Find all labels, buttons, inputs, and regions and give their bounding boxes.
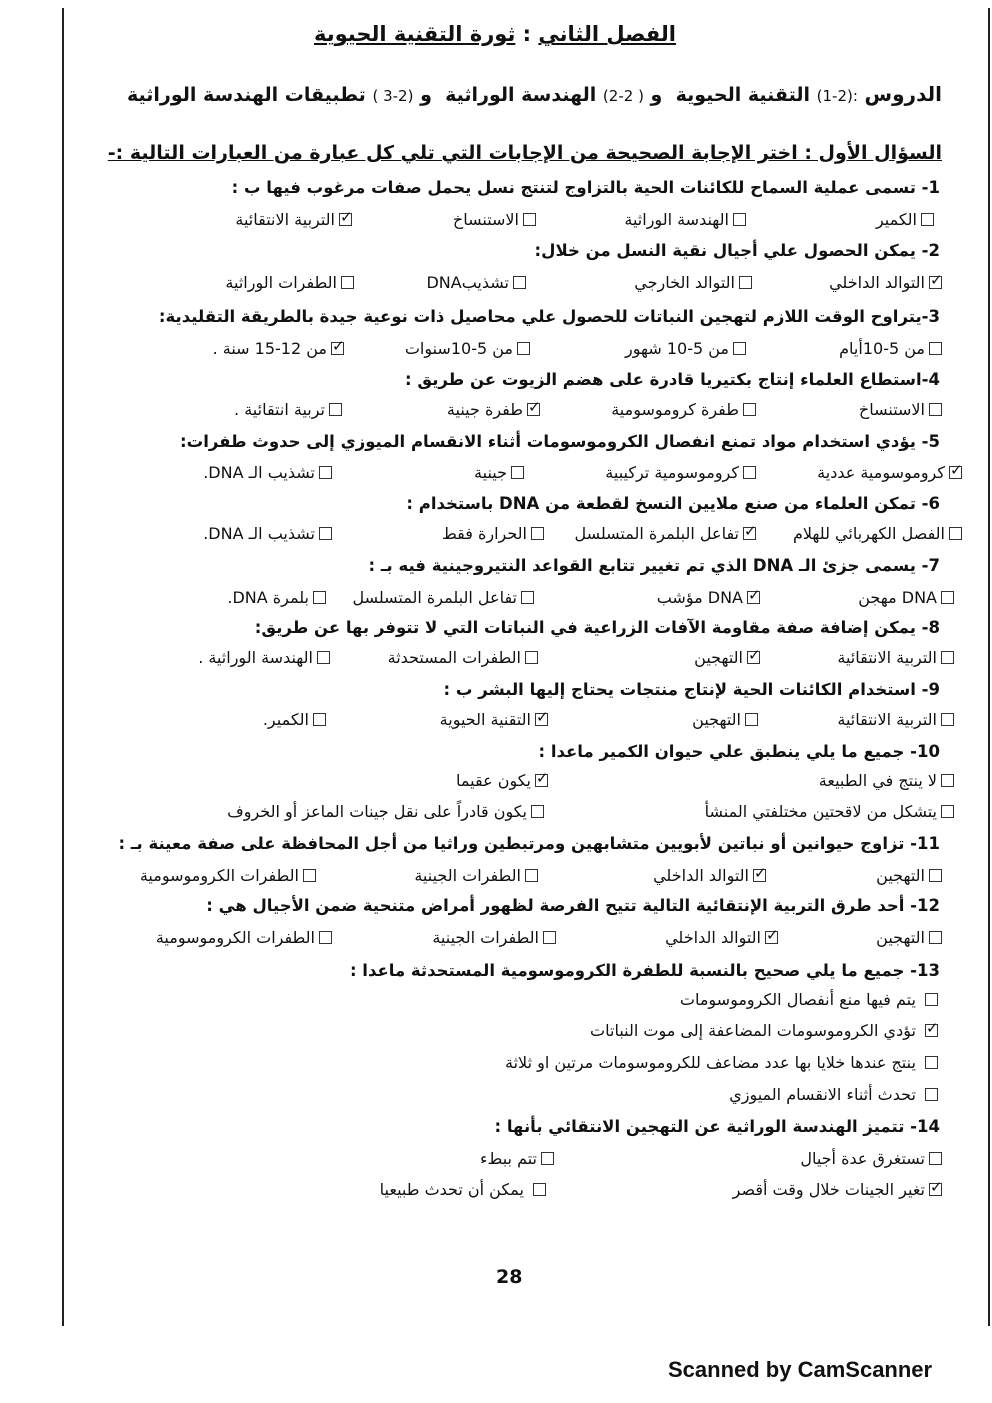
answer-option[interactable]: ✓يكون عقيما: [456, 771, 548, 790]
checkbox[interactable]: [317, 651, 330, 664]
checkbox[interactable]: [535, 713, 548, 726]
checkbox[interactable]: [941, 651, 954, 664]
answer-option[interactable]: الكمير.: [263, 710, 326, 729]
checkbox[interactable]: [929, 342, 942, 355]
question-stem: 12- أحد طرق التربية الإنتقائية التالية تتيح الفرصة لظهور أمراض متنحية ضمن الأجيال هي :: [206, 896, 940, 915]
question-stem: 11- تزاوج حيوانين أو نباتين لأبويين متشابهين ومرتبطين وراثيا من أجل المحافظة على صفة معينة بـ :: [118, 834, 940, 853]
checkbox[interactable]: [535, 774, 548, 787]
checkbox[interactable]: [313, 591, 326, 604]
checkbox[interactable]: [543, 931, 556, 944]
checkbox[interactable]: [531, 805, 544, 818]
answer-option[interactable]: ✓تفاعل البلمرة المتسلسل: [574, 524, 756, 543]
checkbox[interactable]: [747, 591, 760, 604]
checkbox[interactable]: [743, 466, 756, 479]
answer-option[interactable]: تربية انتقائية .: [234, 400, 342, 419]
checkbox[interactable]: [531, 527, 544, 540]
answer-option[interactable]: تشذيبDNA: [426, 273, 526, 292]
checkbox[interactable]: [925, 1088, 938, 1101]
checkbox[interactable]: [921, 213, 934, 226]
checkbox[interactable]: [527, 403, 540, 416]
answer-option[interactable]: ✓ تؤدي الكروموسومات المضاعفة إلى موت النباتات: [590, 1021, 938, 1040]
checkbox[interactable]: [533, 1183, 546, 1196]
answer-option[interactable]: الفصل الكهربائي للهلام: [793, 524, 962, 543]
checkbox[interactable]: [949, 527, 962, 540]
answer-option[interactable]: كروموسومية تركيبية: [605, 463, 756, 482]
answer-option[interactable]: من 5-10سنوات: [405, 339, 530, 358]
answer-option[interactable]: الكمير: [876, 210, 934, 229]
checkbox[interactable]: [525, 651, 538, 664]
question-stem: 6- تمكن العلماء من صنع ملايين النسخ لقطعة من DNA باستخدام :: [406, 494, 940, 513]
answer-option[interactable]: التوالد الخارجي: [634, 273, 752, 292]
question-stem: 14- تتميز الهندسة الوراثية عن التهجين الانتقائي بأنها :: [494, 1117, 940, 1136]
question-stem: 1- تسمى عملية السماح للكائنات الحية بالتزاوج لتنتج نسل يحمل صفات مرغوب فيها ب :: [231, 178, 940, 197]
chapter-title: الفصل الثاني : ثورة التقنية الحيوية: [313, 22, 677, 46]
answer-option[interactable]: يتشكل من لاقحتين مختلفتي المنشأ: [705, 802, 954, 821]
answer-option[interactable]: لا ينتج في الطبيعة: [819, 771, 954, 790]
checkbox[interactable]: [929, 276, 942, 289]
checkbox[interactable]: [941, 805, 954, 818]
checkbox[interactable]: [313, 713, 326, 726]
question-stem: 13- جميع ما يلي صحيح بالنسبة للطفرة الكروموسومية المستحدثة ماعدا :: [349, 961, 940, 980]
checkbox[interactable]: [765, 931, 778, 944]
checkbox[interactable]: [523, 213, 536, 226]
answer-option[interactable]: ✓التربية الانتقائية: [235, 210, 352, 229]
checkbox[interactable]: [743, 527, 756, 540]
checkbox[interactable]: [743, 403, 756, 416]
answer-option[interactable]: التربية الانتقائية: [837, 648, 954, 667]
answer-option[interactable]: التربية الانتقائية: [837, 710, 954, 729]
answer-option[interactable]: DNA مهجن: [858, 588, 954, 607]
checkbox[interactable]: [513, 276, 526, 289]
checkbox[interactable]: [341, 276, 354, 289]
checkbox[interactable]: [319, 527, 332, 540]
checkbox[interactable]: [733, 342, 746, 355]
answer-option[interactable]: تفاعل البلمرة المتسلسل: [352, 588, 534, 607]
answer-option[interactable]: ✓كروموسومية عددية: [817, 463, 962, 482]
checkbox[interactable]: [517, 342, 530, 355]
question-stem: 10- جميع ما يلي ينطبق علي حيوان الكمير ماعدا :: [538, 742, 940, 761]
checkbox[interactable]: [925, 1056, 938, 1069]
checkbox[interactable]: [941, 774, 954, 787]
answer-option[interactable]: التهجين: [876, 866, 942, 885]
question-stem: 5- يؤدي استخدام مواد تمنع انفصال الكروموسومات أثناء الانقسام الميوزي إلى حدوث طفرات:: [180, 432, 940, 451]
checkbox[interactable]: [733, 213, 746, 226]
answer-option[interactable]: تشذيب الـ DNA.: [203, 524, 332, 543]
question-stem: 3-يتراوح الوقت اللازم لتهجين النباتات للحصول علي محاصيل ذات نوعية جيدة بالطريقة التقليدية:: [158, 307, 940, 326]
scanner-watermark: Scanned by CamScanner: [668, 1357, 933, 1382]
question-stem: 4-استطاع العلماء إنتاج بكتيريا قادرة على هضم الزيوت عن طريق :: [405, 370, 940, 389]
answer-option[interactable]: الطفرات الجينية: [432, 928, 556, 947]
answer-option[interactable]: ✓التوالد الداخلي: [653, 866, 766, 885]
checkbox[interactable]: [303, 869, 316, 882]
question-stem: 9- استخدام الكائنات الحية لإنتاج منتجات يحتاج إليها البشر ب :: [443, 680, 940, 699]
checkbox[interactable]: [929, 869, 942, 882]
lessons-line: الدروس :(2-1) التقنية الحيوية و ( 2-2) الهندسة الوراثية و (2-3 ) تطبيقات الهندسة الوراثية: [126, 82, 942, 106]
question-stem: 2- يمكن الحصول علي أجيال نقية النسل من خلال:: [534, 241, 940, 260]
checkbox[interactable]: [511, 466, 524, 479]
checkbox[interactable]: [331, 342, 344, 355]
answer-option[interactable]: ✓التهجين: [694, 648, 760, 667]
answer-option[interactable]: الهندسة الوراثية: [624, 210, 746, 229]
answer-option[interactable]: التهجين: [692, 710, 758, 729]
answer-option[interactable]: ✓التقنية الحيوية: [440, 710, 548, 729]
answer-option[interactable]: الطفرات الجينية: [414, 866, 538, 885]
checkbox[interactable]: [319, 931, 332, 944]
checkbox[interactable]: [753, 869, 766, 882]
answer-option[interactable]: ✓من 12-15 سنة .: [213, 339, 344, 358]
checkbox[interactable]: [929, 1152, 942, 1165]
answer-option[interactable]: تشذيب الـ DNA.: [203, 463, 332, 482]
answer-option[interactable]: تحدث أثناء الانقسام الميوزي: [729, 1085, 938, 1104]
checkbox[interactable]: [929, 1183, 942, 1196]
answer-option[interactable]: من 5-10أيام: [839, 339, 942, 358]
checkbox[interactable]: [925, 993, 938, 1006]
question-stem: 8- يمكن إضافة صفة مقاومة الآفات الزراعية في النباتات التي لا تتوفر بها عن طريق:: [254, 618, 940, 637]
answer-option[interactable]: الطفرات الكروموسومية: [140, 866, 316, 885]
answer-option[interactable]: جينية: [474, 463, 524, 482]
answer-option[interactable]: يتم فيها منع أنفصال الكروموسومات: [680, 990, 938, 1009]
checkbox[interactable]: [745, 713, 758, 726]
answer-option[interactable]: من 5-10 شهور: [625, 339, 746, 358]
checkbox[interactable]: [329, 403, 342, 416]
checkbox[interactable]: [949, 466, 962, 479]
checkbox[interactable]: [541, 1152, 554, 1165]
page-number: 28: [496, 1266, 523, 1288]
checkbox[interactable]: [941, 591, 954, 604]
answer-option[interactable]: ✓طفرة جينية: [447, 400, 540, 419]
answer-option[interactable]: ✓التوالد الداخلي: [665, 928, 778, 947]
answer-option[interactable]: ✓تغير الجينات خلال وقت أقصر: [733, 1180, 942, 1199]
answer-option[interactable]: ✓DNA مؤشب: [657, 588, 760, 607]
answer-option[interactable]: الاستنساخ: [453, 210, 536, 229]
answer-option[interactable]: الطفرات المستحدثة: [388, 648, 538, 667]
answer-option[interactable]: تستغرق عدة أجيال: [800, 1149, 942, 1168]
checkbox[interactable]: [925, 1024, 938, 1037]
answer-option[interactable]: بلمرة DNA.: [227, 588, 326, 607]
answer-option[interactable]: ينتج عندها خلايا بها عدد مضاعف للكروموسومات مرتين او ثلاثة: [505, 1053, 938, 1072]
answer-option[interactable]: ✓التوالد الداخلي: [829, 273, 942, 292]
checkbox[interactable]: [941, 713, 954, 726]
answer-option[interactable]: الطفرات الكروموسومية: [156, 928, 332, 947]
answer-option[interactable]: الحرارة فقط: [442, 524, 544, 543]
answer-option[interactable]: الطفرات الوراثية: [225, 273, 354, 292]
checkbox[interactable]: [739, 276, 752, 289]
checkbox[interactable]: [747, 651, 760, 664]
checkbox[interactable]: [525, 869, 538, 882]
answer-option[interactable]: الاستنساخ: [859, 400, 942, 419]
answer-option[interactable]: الهندسة الوراثية .: [198, 648, 330, 667]
answer-option[interactable]: طفرة كروموسومية: [611, 400, 756, 419]
question-stem: 7- يسمى جزئ الـ DNA الذي تم تغيير تتابع القواعد النتيروجينية فيه بـ :: [368, 556, 940, 575]
answer-option[interactable]: تتم ببطء: [480, 1149, 554, 1168]
checkbox[interactable]: [339, 213, 352, 226]
checkbox[interactable]: [521, 591, 534, 604]
checkbox[interactable]: [929, 403, 942, 416]
checkbox[interactable]: [319, 466, 332, 479]
question-heading: السؤال الأول : اختر الإجابة الصحيحة من الإجابات التي تلي كل عبارة من العبارات التالية :-: [107, 142, 942, 164]
answer-option[interactable]: يمكن أن تحدث طبيعيا: [380, 1180, 546, 1199]
answer-option[interactable]: يكون قادراً على نقل جينات الماعز أو الخروف: [227, 802, 544, 821]
answer-option[interactable]: التهجين: [876, 928, 942, 947]
checkbox[interactable]: [929, 931, 942, 944]
